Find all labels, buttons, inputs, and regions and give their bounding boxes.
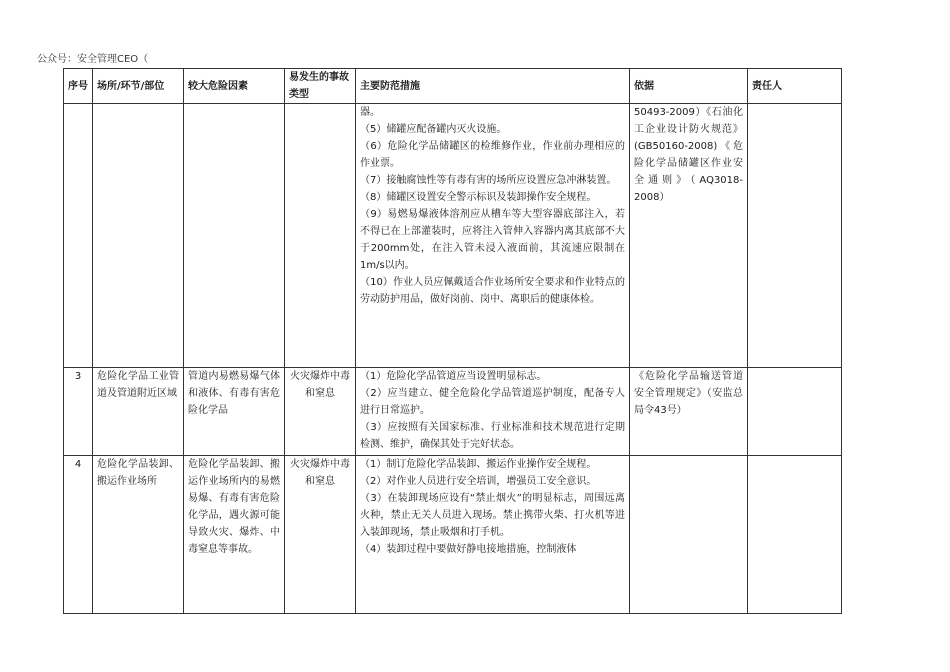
cell-responsible (748, 456, 842, 614)
header-measures: 主要防范措施 (356, 69, 630, 104)
measure-item: （10）作业人员应佩戴适合作业场所安全要求和作业特点的劳动防护用品，做好岗前、岗中、离职后的健康体检。 (360, 277, 625, 305)
measure-item: （1）制订危险化学品装卸、搬运作业操作安全规程。 (360, 459, 597, 470)
measure-item: （2）对作业人员进行安全培训，增强员工安全意识。 (360, 476, 597, 487)
cell-no (64, 104, 93, 368)
measure-item: （5）储罐应配备罐内灭火设施。 (360, 124, 507, 135)
measure-item: 器。 (360, 107, 380, 118)
header-accident: 易发生的事故类型 (285, 69, 356, 104)
measure-item: （7）接触腐蚀性等有毒有害的场所应设置应急冲淋装置。 (360, 175, 617, 186)
measure-item: （4）装卸过程中要做好静电接地措施，控制液体 (360, 544, 577, 555)
cell-no: 3 (64, 368, 93, 456)
header-basis: 依据 (630, 69, 748, 104)
cell-hazard: 危险化学品装卸、搬运作业场所内的易燃易爆、有毒有害危险化学品，遇火源可能导致火灾、爆炸、中毒窒息等事故。 (184, 456, 285, 614)
measure-item: （3）应按照有关国家标准、行业标准和技术规范进行定期检测、维护，确保其处于完好状态。 (360, 422, 625, 450)
table-row (64, 368, 842, 456)
cell-hazard (184, 104, 285, 368)
table-row (64, 104, 842, 368)
cell-accident (285, 104, 356, 368)
header-place: 场所/环节/部位 (93, 69, 184, 104)
cell-place (93, 104, 184, 368)
cell-accident: 火灾爆炸中毒和窒息 (285, 456, 356, 614)
cell-measures (356, 368, 630, 456)
cell-basis: 《危险化学品输送管道安全管理规定》（安监总局令43号） (630, 368, 748, 456)
cell-basis (630, 456, 748, 614)
measure-item: （9）易燃易爆液体溶剂应从槽车等大型容器底部注入，若不得已在上部灌装时，应将注入管伸入容器内离其底部不大于200mm处，在注入管未浸入液面前，其流速应限制在1m/s以内。 (360, 209, 625, 271)
header-hazard: 较大危险因素 (184, 69, 285, 104)
cell-place: 危险化学品装卸、搬运作业场所 (93, 456, 184, 614)
measure-item: （6）危险化学品储罐区的检维修作业，作业前办理相应的作业票。 (360, 141, 625, 169)
measure-item: （8）储罐区设置安全警示标识及装卸操作安全规程。 (360, 192, 597, 203)
cell-hazard: 管道内易燃易爆气体和液体、有毒有害危险化学品 (184, 368, 285, 456)
risk-table (63, 68, 842, 614)
table-header-row (64, 69, 842, 104)
table-row (64, 456, 842, 614)
measure-item: （2）应当建立、健全危险化学品管道巡护制度，配备专人进行日常巡护。 (360, 388, 625, 416)
cell-no: 4 (64, 456, 93, 614)
header-no: 序号 (64, 69, 93, 104)
header-responsible: 责任人 (748, 69, 842, 104)
cell-responsible (748, 104, 842, 368)
measure-item: （3）在装卸现场应设有“禁止烟火”的明显标志，周围远离火种，禁止无关人员进入现场。禁止携带火柴、打火机等进入装卸现场，禁止吸烟和打手机。 (360, 493, 625, 538)
cell-measures (356, 104, 630, 368)
cell-measures (356, 456, 630, 614)
cell-accident: 火灾爆炸中毒和窒息 (285, 368, 356, 456)
cell-place: 危险化学品工业管道及管道附近区域 (93, 368, 184, 456)
cell-responsible (748, 368, 842, 456)
header-note: 公众号：安全管理CEO（ (37, 54, 149, 65)
cell-basis: 50493-2009）《石油化工企业设计防火规范》(GB50160-2008)《危险化学品储罐区作业安全通则》（AQ3018-2008） (630, 104, 748, 368)
measure-item: （1）危险化学品管道应当设置明显标志。 (360, 371, 547, 382)
